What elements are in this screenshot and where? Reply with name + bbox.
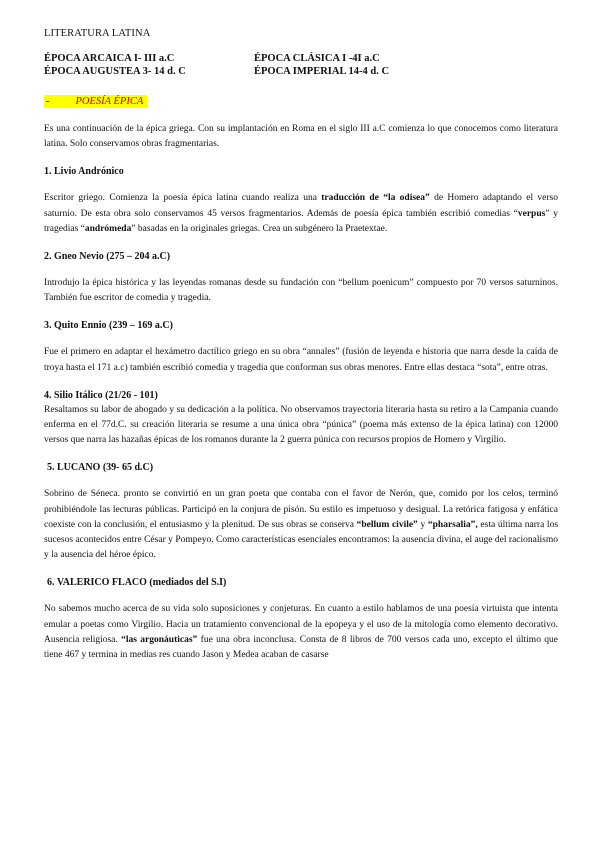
document-title: LITERATURA LATINA	[44, 28, 151, 39]
section-paragraph-valerico: No sabemos mucho acerca de su vida solo suposiciones y conjeturas. En cuanto a estilo hablamos de una poesía virtuista que intenta emular a poetas como Virgilio. Hacia un tratamiento convencional de la epopeya y el uso de la mitología como elemento decorativo. Ausencia religiosa. “las argonáuticas” fue una obra inconclusa. Consta de 8 libros de 700 versos cada uno, excepto el último que tiene 467 y termina in medias res cuando Jason y Medea acaban de casarse	[44, 604, 558, 661]
section-heading-nevio: 2. Gneo Nevio (275 – 204 a.C)	[44, 251, 171, 263]
section-heading-silio: 4. Silio Itálico (21/26 - 101)	[44, 389, 158, 401]
section-heading-ennio: 3. Quito Ennio (239 – 169 a.C)	[44, 320, 173, 332]
section-paragraph-nevio: Introdujo la épica histórica y las leyendas romanas desde su fundación con “bellum poenicum” compuesto por 70 versos saturninos. También fue escritor de comedia y tragedia.	[44, 278, 558, 304]
highlighted-section-label	[44, 95, 147, 108]
intro-paragraph: Es una continuación de la épica griega. Con su implantación en Roma en el siglo III a.C comienza lo que conocemos como literatura latina. Solo conservamos obras fragmentarias.	[44, 124, 558, 150]
epoch-imperial: ÉPOCA IMPERIAL 14-4 d. C	[254, 66, 390, 77]
section-heading-valerico: 6. VALERICO FLACO (mediados del S.I)	[47, 577, 227, 589]
epoch-classic: ÉPOCA CLÁSICA I -4I a.C	[254, 53, 380, 64]
epochs-grid	[44, 53, 558, 77]
section-heading-lucano: 5. LUCANO (39- 65 d.C)	[47, 462, 154, 474]
document-page	[44, 28, 558, 677]
section-paragraph-ennio: Fue el primero en adaptar el hexámetro dactílico griego en su obra “annales” (fusión de leyenda e historia que narra desde la caída de troya hasta el 171 a.c) también escribió comedia y tragedia que conforman sus obras menores. Entre ellas destaca “sota”, entre otras.	[44, 347, 558, 373]
epoch-archaic: ÉPOCA ARCAICA I- III a.C	[44, 53, 175, 64]
section-label-text: POESÍA ÉPICA	[75, 96, 144, 107]
section-paragraph-livio: Escritor griego. Comienza la poesía épica latina cuando realiza una traducción de “la odisea” de Homero adaptando el verso saturnio. De esta obra solo conservamos 45 versos fragmentarios. Además de poesía épica también escribió comedias “verpus” y tragedias “andrómeda” basadas en la originales griegas. Crea un subgénero la Praetextae.	[44, 193, 558, 234]
section-paragraph-silio: Resaltamos su labor de abogado y su dedicación a la política. No observamos trayectoria literaria hasta su retiro a la Campania cuando enferma en el 77d.C. su creación literaria se resume a una única obra “púnica” (poema más extenso de la épica latina) con 12000 versos que narra las hazañas épicas de los romanos durante la 2 guerra púnica con recursos propios de Homero y Virgilio.	[44, 404, 558, 446]
section-heading-livio: 1. Livio Andrónico	[44, 166, 124, 178]
epoch-augustean: ÉPOCA AUGUSTEA 3- 14 d. C	[44, 66, 186, 77]
bullet-dash: -	[46, 96, 50, 107]
section-paragraph-lucano: Sobrino de Séneca. pronto se convirtió en un gran poeta que contaba con el favor de Nerón, que, comido por los celos, terminó prohibiéndole las lecturas públicas. Participó en la conjura de pisón. Su estilo es impetuoso y desigual. La retórica fatigosa y enfática coexiste con la conclusión, el entusiasmo y la plenitud. De sus obras se conserva “bellum civile” y “pharsalia”, esta última narra los sucesos acontecidos entre César y Pompeyo. Como características esenciales encontramos: la ausencia divina, el auge del racionalismo y la ausencia del héroe épico.	[44, 489, 559, 561]
